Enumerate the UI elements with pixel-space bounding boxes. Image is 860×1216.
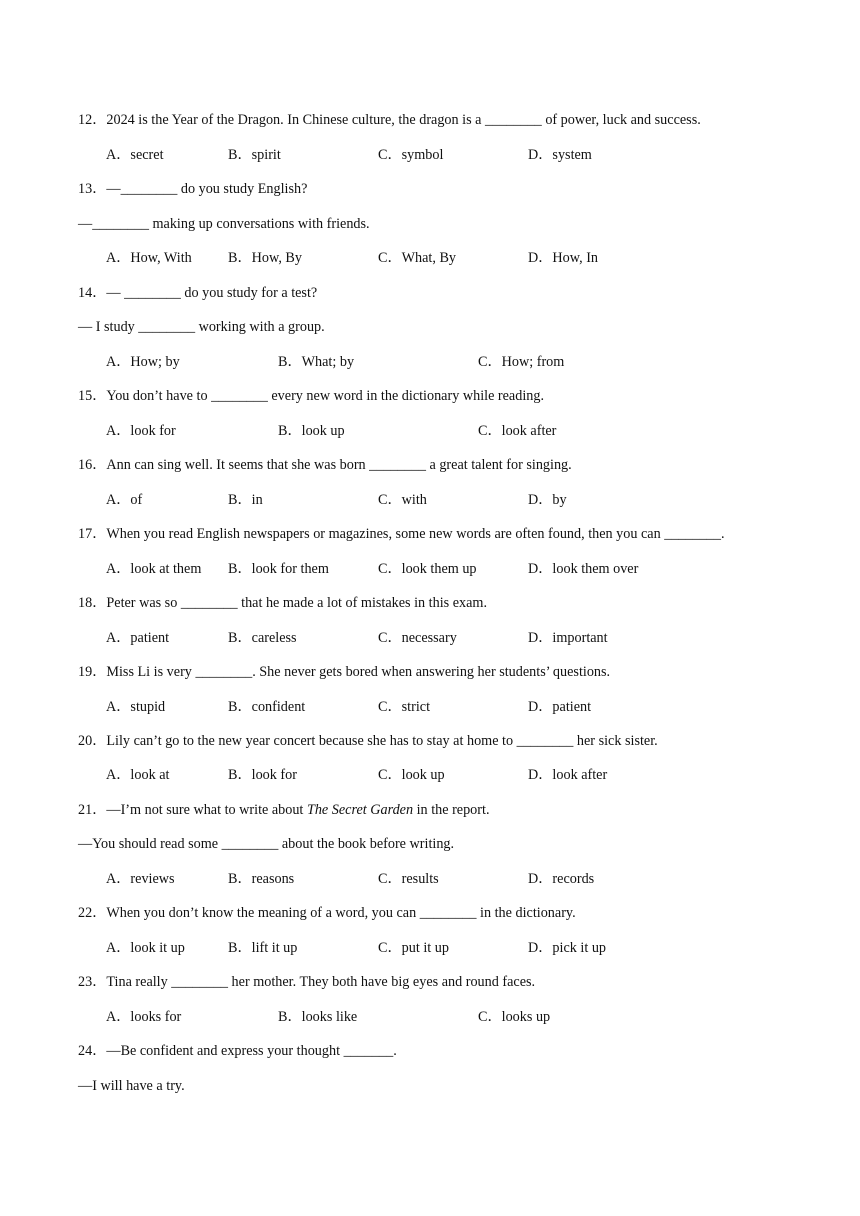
question-18-stem: 18．Peter was so ________ that he made a lot of mistakes in this exam. [78,595,487,611]
question-22-options [106,939,806,957]
option-a: A．look at them [106,561,202,577]
option-a: A．look it up [106,940,185,956]
option-d: D．important [528,630,608,646]
question-15-options [106,422,806,440]
question-13-options [106,249,806,267]
question-24-stem: 24．—Be confident and express your thought _______. [78,1043,397,1059]
option-c: C．How; from [478,354,565,370]
option-c: C．strict [378,699,431,715]
option-a: A．look for [106,423,176,439]
question-24-response: —I will have a try. [78,1078,185,1094]
question-14-stem: 14．— ________ do you study for a test? [78,285,318,301]
option-d: D．look them over [528,561,639,577]
question-15-stem: 15．You don’t have to ________ every new word in the dictionary while reading. [78,388,545,404]
question-14-response: — I study ________ working with a group. [78,319,325,335]
book-title: The Secret Garden [306,802,414,818]
option-b: B．looks like [278,1009,358,1025]
option-b: B．reasons [228,871,295,887]
question-23-options [106,1008,806,1026]
option-b: B．look for them [228,561,329,577]
option-c: C．put it up [378,940,449,956]
option-b: B．look up [278,423,345,439]
question-20-options [106,766,806,784]
option-c: C．with [378,492,427,508]
question-21-stem-end: in the report. [413,802,490,818]
question-21-options [106,870,806,888]
option-a: A．How; by [106,354,180,370]
option-a: A．How, With [106,250,192,266]
question-23-stem: 23．Tina really ________ her mother. They both have big eyes and round faces. [78,974,536,990]
option-a: A．patient [106,630,170,646]
question-19-stem: 19．Miss Li is very ________. She never gets bored when answering her students’ questions. [78,664,611,680]
option-c: C．look them up [378,561,477,577]
option-c: C．symbol [378,147,444,163]
option-d: D．records [528,871,595,887]
question-13-stem: 13．—________ do you study English? [78,181,308,197]
question-12-options [106,146,806,164]
question-17-stem: 17．When you read English newspapers or magazines, some new words are often found, then you can ________. [78,526,725,542]
option-d: D．by [528,492,567,508]
option-c: C．results [378,871,439,887]
option-c: C．looks up [478,1009,551,1025]
question-21-stem-start: 21．—I’m not sure what to write about [78,802,307,818]
question-13-response: —________ making up conversations with friends. [78,216,370,232]
question-17-options [106,560,806,578]
option-a: A．stupid [106,699,166,715]
option-b: B．spirit [228,147,281,163]
option-b: B．in [228,492,263,508]
option-b: B．careless [228,630,297,646]
question-14-options [106,353,806,371]
question-16-options [106,491,806,509]
question-20-stem: 20．Lily can’t go to the new year concert because she has to stay at home to ________ her sick sister. [78,733,658,749]
option-a: A．of [106,492,143,508]
question-21-stem [78,801,490,819]
option-a: A．reviews [106,871,175,887]
option-c: C．look up [378,767,445,783]
option-b: B．lift it up [228,940,298,956]
question-22-stem: 22．When you don’t know the meaning of a word, you can ________ in the dictionary. [78,905,576,921]
option-d: D．system [528,147,592,163]
option-a: A．secret [106,147,164,163]
option-c: C．look after [478,423,557,439]
option-d: D．How, In [528,250,599,266]
question-16-stem: 16．Ann can sing well. It seems that she was born ________ a great talent for singing. [78,457,572,473]
option-a: A．looks for [106,1009,182,1025]
question-21-response: —You should read some ________ about the book before writing. [78,836,455,852]
option-c: C．What, By [378,250,457,266]
option-b: B．How, By [228,250,302,266]
option-d: D．look after [528,767,608,783]
option-d: D．pick it up [528,940,607,956]
question-18-options [106,629,806,647]
option-b: B．look for [228,767,297,783]
question-19-options [106,698,806,716]
option-b: B．confident [228,699,306,715]
question-12-stem: 12．2024 is the Year of the Dragon. In Chinese culture, the dragon is a ________ of power, luck and success. [78,112,701,128]
option-a: A．look at [106,767,170,783]
option-c: C．necessary [378,630,457,646]
option-d: D．patient [528,699,592,715]
option-b: B．What; by [278,354,355,370]
